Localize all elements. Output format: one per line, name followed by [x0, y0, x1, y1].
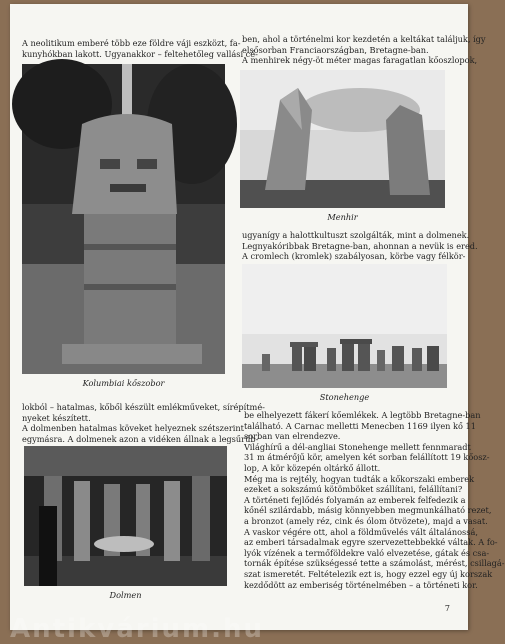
text-line: Világhírű a dél-angliai Stonehenge mellett fennmaradt	[244, 441, 471, 452]
text-line: sorban van elrendezve.	[244, 431, 341, 442]
left-top-text	[22, 38, 258, 59]
text-line: található. A Carnac melletti Menecben 1169 ilyen kő 11	[244, 420, 476, 431]
text-line: 31 m átmérőjű kör, amelyen két sorban felállított 19 kőosz-	[244, 452, 490, 463]
dolmen-caption: Dolmen	[109, 590, 142, 600]
text-line: nyeket készített.	[22, 412, 91, 423]
menhir-photo	[240, 70, 445, 208]
text-line: A cromlech (kromlek) szabályosan, körbe vagy félkör-	[242, 251, 466, 262]
text-line: Még ma is rejtély, hogyan tudták a kőkorszaki emberek	[244, 473, 475, 484]
text-line: A vaskor végére ott, ahol a földművelés vált általánossá,	[244, 526, 478, 537]
right-top-text	[242, 34, 486, 66]
text-line: az emberi társadalmak egyre szervezettebbekké váltak. A fo-	[244, 537, 498, 548]
text-line: ezeket a sokszámú kötömböket szállítani, felállítani?	[244, 484, 463, 495]
text-line: A történeti fejlődés folyamán az emberek felfedezik a	[244, 494, 466, 505]
left-mid-text	[22, 402, 265, 444]
text-line: tornák építése szükségessé tette a számolást, mérést, csillagá-	[244, 558, 505, 569]
text-line: egymásra. A dolmenek azon a vidéken állnak a legsűrűb-	[22, 433, 259, 444]
text-line: Legnyakóribbak Bretagne-ban, ahonnan a nevük is ered.	[242, 240, 478, 251]
book-page	[10, 4, 505, 630]
statue-photo	[22, 64, 225, 374]
text-line: A neolitikum emberé több eze földre váji eszközt, fa-	[22, 38, 241, 48]
dolmen-photo	[24, 446, 227, 586]
text-line: be elhelyezett fákerí kőemlékek. A legtöbb Bretagne-ban	[244, 410, 481, 420]
text-line: ben, ahol a történelmi kor kezdetén a keltákat találjuk, így	[242, 34, 486, 44]
text-line: lyók vízének a termőföldekre való elvezetése, gátak és csa-	[244, 547, 490, 558]
text-line: lop, A kör közepén oltárkő állott.	[244, 462, 381, 473]
watermark: Antikvárium.hu	[10, 614, 264, 644]
text-line: kunyhókban lakott. Ugyanakkor – feltehetőleg vallási cé-	[22, 48, 258, 59]
text-line: ugyanígy a halottkultuszt szolgálták, mint a dolmenek.	[242, 230, 470, 240]
text-line: szat ismeretét. Feltételezik ezt is, hogy ezzel egy új korszak	[244, 568, 493, 579]
text-line: a bronzot (amely réz, cink és ólom ötvözete), majd a vasat.	[244, 515, 488, 526]
page-number: 7	[444, 604, 450, 613]
text-line: A dolmenben hatalmas köveket helyeznek szétszerint	[22, 423, 244, 434]
statue-caption: Kolumbiai kőszobor	[82, 378, 165, 388]
text-line: A menhirek négy-öt méter magas faragatlan kőoszlopok,	[242, 55, 478, 66]
text-line: kezdődött az emberiség történelmében – a történeti kor.	[244, 579, 478, 590]
right-bottom-text	[244, 410, 505, 590]
menhir-caption: Menhir	[327, 212, 358, 222]
right-mid-text	[242, 230, 478, 262]
text-line: kőnél szilárdabb, másig könnyebben megmunkálható rezet,	[244, 505, 492, 516]
text-line: lokból – hatalmas, kőből készült emlékműveket, sírépítmé-	[22, 402, 265, 412]
text-line: elsősorban Franciaországban, Bretagne-ban.	[242, 44, 429, 55]
stonehenge-caption: Stonehenge	[319, 392, 370, 402]
stonehenge-photo	[242, 264, 447, 388]
